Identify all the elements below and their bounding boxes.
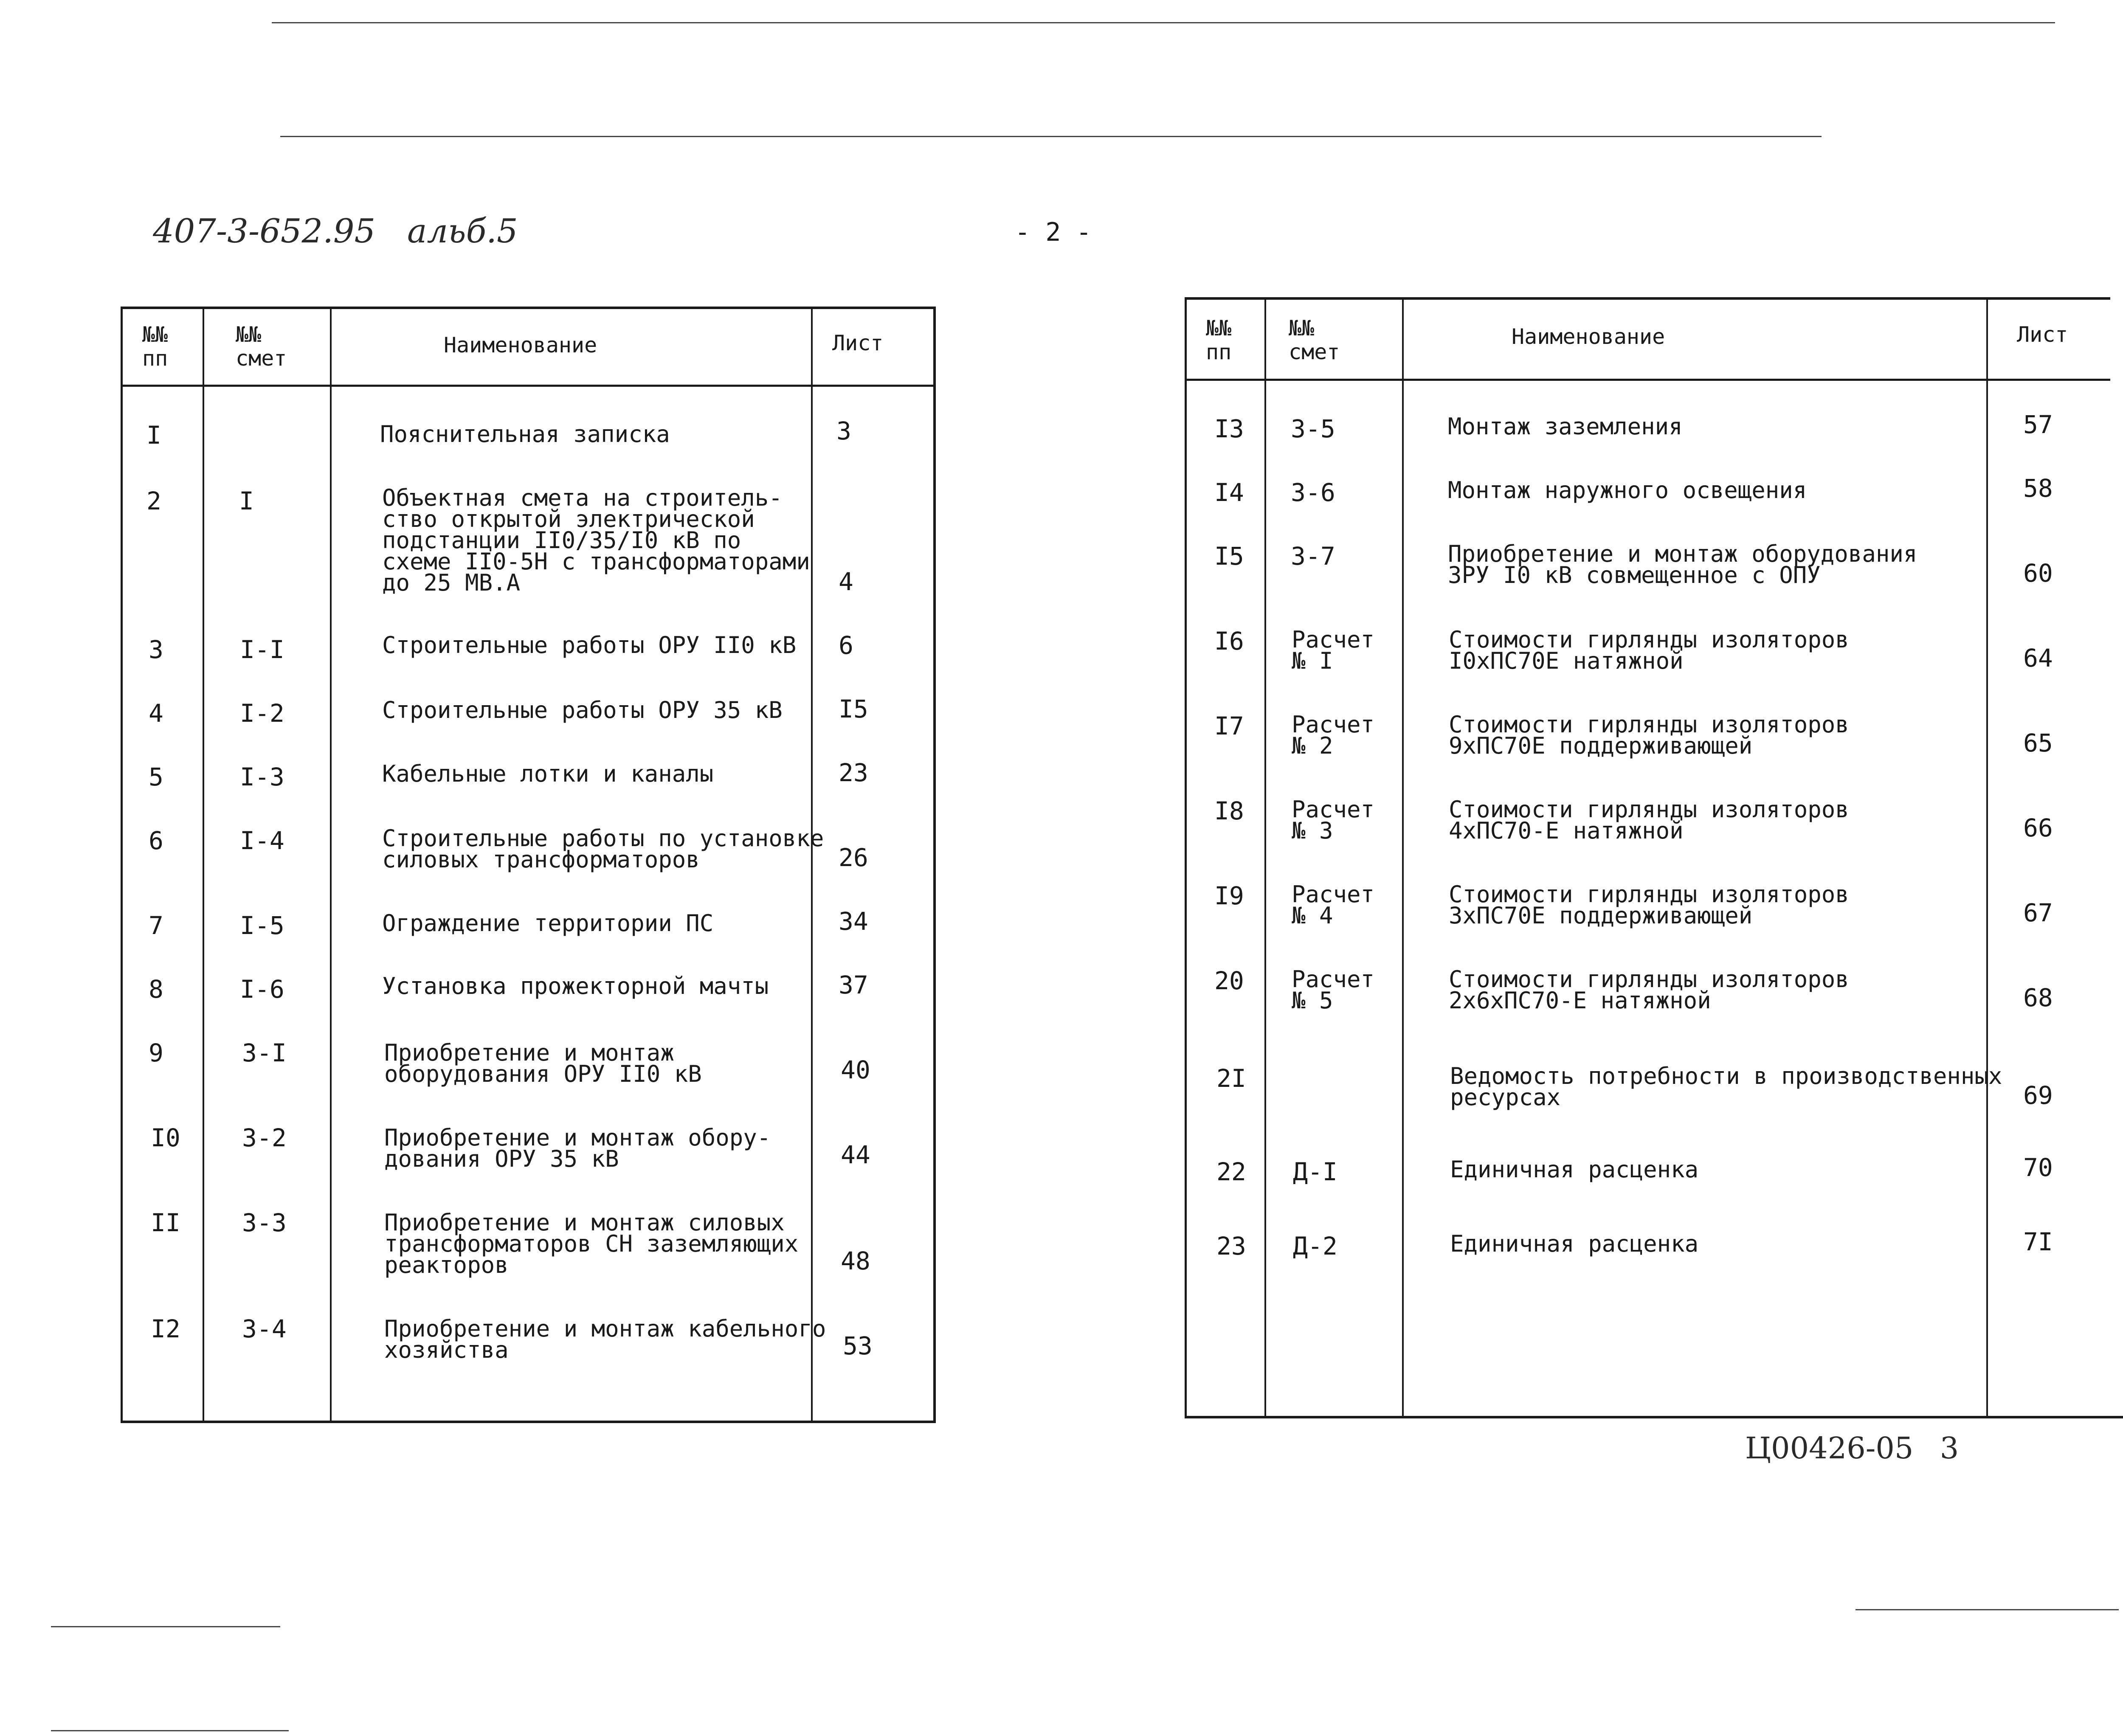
left-row-2-sheet: 4 [839, 567, 853, 596]
document-code [153, 212, 518, 250]
right-row-22-no: 22 [1216, 1157, 1246, 1186]
right-row-16-name: Стоимости гирлянды изоляторов I0хПС70Е натяжной [1449, 626, 1849, 674]
right-row-22-smeta: Д-I [1293, 1157, 1337, 1186]
left-row-7-sheet: 34 [839, 907, 868, 936]
left-row-11-name: Приобретение и монтаж силовых трансформаторов СН заземляющих реакторов [384, 1209, 799, 1278]
left-row-4-smeta: I-2 [240, 699, 284, 728]
right-row-13-sheet: 57 [2023, 410, 2053, 439]
left-row-4-no: 4 [149, 699, 163, 728]
left-row-4-name: Строительные работы ОРУ 35 кВ [382, 697, 783, 723]
right-table-vline-4 [1986, 297, 1988, 1418]
right-table-bottom-border [1185, 1416, 2123, 1418]
stamp-code: Ц00426-05 [1745, 1431, 1914, 1466]
bottom-rule-left-2 [51, 1730, 289, 1731]
right-table-vline-1 [1185, 297, 1187, 1418]
column-header-no-pp: №№ пп [142, 322, 168, 371]
right-column-header-no-smet: №№ смет [1289, 316, 1340, 364]
right-row-15-sheet: 60 [2023, 559, 2053, 588]
left-row-7-name: Ограждение территории ПС [382, 910, 714, 937]
right-row-22-sheet: 70 [2023, 1153, 2053, 1182]
left-row-5-sheet: 23 [839, 758, 868, 787]
right-row-15-smeta: 3-7 [1291, 542, 1335, 571]
left-row-12-smeta: 3-4 [242, 1314, 287, 1343]
left-row-1-sheet: 3 [836, 416, 851, 445]
left-row-6-sheet: 26 [839, 843, 868, 872]
bottom-rule-left-1 [51, 1626, 280, 1627]
album-number: альб.5 [407, 212, 518, 250]
left-row-11-smeta: 3-3 [242, 1208, 287, 1237]
right-row-21-no: 2I [1216, 1064, 1246, 1093]
left-row-10-smeta: 3-2 [242, 1123, 287, 1152]
right-row-20-smeta: Расчет № 5 [1292, 966, 1375, 1014]
left-row-7-no: 7 [149, 911, 163, 940]
left-row-3-smeta: I-I [240, 635, 284, 664]
right-row-18-no: I8 [1214, 796, 1244, 825]
left-table-bottom-border [121, 1421, 936, 1423]
left-table-vline-3 [330, 307, 332, 1423]
left-row-12-sheet: 53 [843, 1331, 873, 1360]
left-table-header-divider [121, 385, 936, 387]
right-row-18-name: Стоимости гирлянды изоляторов 4хПС70-Е натяжной [1449, 796, 1849, 844]
right-row-17-smeta: Расчет № 2 [1292, 711, 1375, 759]
right-column-header-name: Наименование [1512, 324, 1665, 349]
right-row-23-no: 23 [1216, 1232, 1246, 1260]
right-row-14-name: Монтаж наружного освещения [1448, 477, 1807, 504]
left-row-6-no: 6 [149, 826, 163, 855]
right-row-23-sheet: 7I [2023, 1227, 2053, 1256]
left-row-2-smeta: I [239, 487, 254, 515]
right-row-23-name: Единичная расценка [1450, 1230, 1699, 1257]
right-table-top-border [1185, 297, 2110, 300]
right-row-20-no: 20 [1214, 966, 1244, 995]
right-row-21-sheet: 69 [2023, 1081, 2053, 1110]
left-row-8-smeta: I-6 [240, 975, 284, 1004]
right-row-14-sheet: 58 [2023, 474, 2053, 503]
left-row-12-name: Приобретение и монтаж кабельного хозяйства [384, 1315, 826, 1363]
left-row-12-no: I2 [151, 1314, 180, 1343]
left-row-5-no: 5 [149, 762, 163, 791]
right-row-18-smeta: Расчет № 3 [1292, 796, 1375, 844]
right-row-15-name: Приобретение и монтаж оборудования ЗРУ I0 кВ совмещенное с ОПУ [1448, 540, 1917, 588]
right-row-15-no: I5 [1214, 542, 1244, 571]
right-row-19-smeta: Расчет № 4 [1292, 881, 1375, 929]
left-row-5-name: Кабельные лотки и каналы [382, 760, 714, 787]
right-column-header-no-pp: №№ пп [1206, 316, 1232, 364]
right-row-21-name: Ведомость потребности в производственных ресурсах [1450, 1063, 2002, 1111]
right-row-14-no: I4 [1214, 478, 1244, 507]
right-row-18-sheet: 66 [2023, 813, 2053, 842]
top-rule-2 [280, 136, 1822, 137]
left-row-1-no: I [146, 421, 161, 450]
left-row-3-name: Строительные работы ОРУ II0 кВ [382, 632, 797, 658]
left-row-8-no: 8 [149, 975, 163, 1004]
doc-code: 407-3-652.95 [153, 212, 376, 250]
footer-stamp [1745, 1431, 1959, 1466]
right-row-19-sheet: 67 [2023, 898, 2053, 927]
right-row-13-name: Монтаж заземления [1448, 413, 1683, 440]
right-row-13-no: I3 [1214, 414, 1244, 443]
right-row-23-smeta: Д-2 [1293, 1232, 1337, 1260]
left-table-top-border [121, 307, 936, 309]
left-row-2-no: 2 [146, 487, 161, 515]
left-row-2-name: Объектная смета на строитель- ство открытой электрической подстанции II0/35/I0 кВ по схеме II0-5Н с трансформаторами до 25 МВ.А [382, 484, 810, 596]
left-row-7-smeta: I-5 [240, 911, 284, 940]
right-row-17-no: I7 [1214, 712, 1244, 740]
right-row-16-sheet: 64 [2023, 644, 2053, 672]
left-row-9-name: Приобретение и монтаж оборудования ОРУ II0 кВ [384, 1039, 702, 1087]
right-row-20-name: Стоимости гирлянды изоляторов 2х6хПС70-Е натяжной [1449, 966, 1849, 1014]
left-row-10-name: Приобретение и монтаж обору- дования ОРУ 35 кВ [384, 1124, 771, 1172]
left-row-5-smeta: I-3 [240, 762, 284, 791]
right-table-vline-3 [1402, 297, 1404, 1418]
left-row-4-sheet: I5 [839, 695, 868, 723]
top-rule-1 [272, 22, 2055, 23]
right-row-19-no: I9 [1214, 881, 1244, 910]
left-row-8-name: Установка прожекторной мачты [382, 973, 769, 999]
bottom-rule-right [1856, 1609, 2119, 1610]
left-table-vline-5 [933, 307, 936, 1423]
right-row-14-smeta: 3-6 [1291, 478, 1335, 507]
stamp-sheet: 3 [1940, 1431, 1959, 1466]
left-row-11-no: II [151, 1208, 180, 1237]
right-table-vline-2 [1264, 297, 1266, 1418]
left-row-6-name: Строительные работы по установке силовых трансформаторов [382, 825, 824, 873]
right-row-16-no: I6 [1214, 627, 1244, 656]
right-row-19-name: Стоимости гирлянды изоляторов 3хПС70Е поддерживающей [1449, 881, 1849, 929]
left-row-3-no: 3 [149, 635, 163, 664]
column-header-no-smet: №№ смет [236, 322, 287, 371]
left-row-10-sheet: 44 [841, 1140, 870, 1169]
right-row-22-name: Единичная расценка [1450, 1156, 1699, 1183]
column-header-sheet: Лист [832, 331, 884, 355]
left-row-11-sheet: 48 [841, 1246, 870, 1275]
left-row-9-no: 9 [149, 1038, 163, 1067]
left-row-8-sheet: 37 [839, 971, 868, 999]
left-row-3-sheet: 6 [839, 631, 853, 660]
right-row-17-name: Стоимости гирлянды изоляторов 9хПС70Е поддерживающей [1449, 711, 1849, 759]
left-table-vline-2 [203, 307, 204, 1423]
left-table-vline-1 [121, 307, 123, 1423]
right-table-header-divider [1185, 379, 2110, 381]
right-row-13-smeta: 3-5 [1291, 414, 1335, 443]
left-row-9-smeta: 3-I [242, 1038, 287, 1067]
left-row-9-sheet: 40 [841, 1055, 870, 1084]
page-marker: - 2 - [1015, 217, 1092, 247]
right-row-20-sheet: 68 [2023, 983, 2053, 1012]
column-header-name: Наименование [444, 333, 597, 357]
left-row-10-no: I0 [151, 1123, 180, 1152]
left-row-1-name: Пояснительная записка [380, 421, 670, 447]
left-row-6-smeta: I-4 [240, 826, 284, 855]
right-row-17-sheet: 65 [2023, 729, 2053, 757]
right-column-header-sheet: Лист [2017, 322, 2068, 347]
right-row-16-smeta: Расчет № I [1292, 626, 1375, 674]
